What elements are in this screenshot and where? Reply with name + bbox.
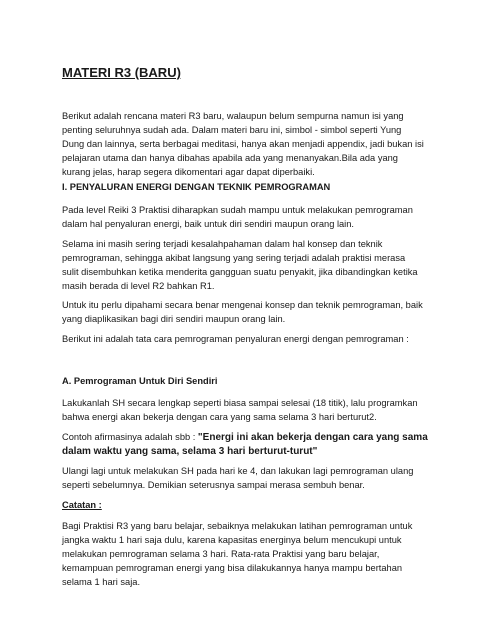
document-title: MATERI R3 (BARU) (62, 65, 181, 80)
subsection-heading: A. Pemrograman Untuk Diri Sendiri (62, 376, 218, 386)
text-line: masih berada di level R2 bahkan R1. (62, 281, 215, 291)
text-line: Ulangi lagi untuk melakukan SH pada hari ke 4, dan lakukan lagi pemrograman ulang (62, 466, 414, 476)
text-line: Pada level Reiki 3 Praktisi diharapkan sudah mampu untuk melakukan pemrograman (62, 205, 413, 215)
text-line: pelajaran utama dan hanya dibahas apabila ada yang menanyakan.Bila ada yang (62, 153, 398, 163)
paragraph-5 (62, 396, 442, 424)
text-line: pemrograman, sehingga akibat langsung yang sering terjadi adalah praktisi merasa (62, 253, 406, 263)
text-line: penting seluruhnya sudah ada. Dalam materi baru ini, simbol - simbol seperti Yung (62, 125, 402, 135)
text-line: kurang jelas, harap segera dikomentari agar dapat diperbaiki. (62, 167, 315, 177)
text-line: jangka waktu 1 hari saja dulu, karena kapasitas energinya belum mencukupi untuk (62, 535, 402, 545)
intro-paragraph (62, 109, 442, 179)
note-heading: Catatan : (62, 500, 102, 510)
text-line: kemampuan pemrograman energi yang bisa dilakukannya hanya mampu bertahan (62, 563, 403, 573)
text-line: Berikut adalah rencana materi R3 baru, walaupun belum sempurna namun isi yang (62, 111, 404, 121)
text-line: seperti sebelumnya. Demikian seterusnya sampai merasa sembuh benar. (62, 480, 365, 490)
section-heading: I. PENYALURAN ENERGI DENGAN TEKNIK PEMROGRAMAN (62, 182, 331, 192)
text-line: sulit disembuhkan ketika menderita gangguan suatu penyakit, jika dibandingkan ketika (62, 267, 418, 277)
paragraph-3 (62, 298, 442, 326)
text-line: selama 1 hari saja. (62, 577, 141, 587)
affirmation-quote-line: dalam waktu yang sama, selama 3 hari berturut-turut" (62, 446, 318, 457)
text-line (62, 430, 442, 445)
text-line: yang diaplikasikan bagi diri sendiri maupun orang lain. (62, 314, 286, 324)
paragraph-2 (62, 237, 442, 293)
text-line: Lakukanlah SH secara lengkap seperti biasa sampai selesai (18 titik), lalu programkan (62, 398, 418, 408)
text-line: dalam hal penyaluran energi, baik untuk diri sendiri maupun orang lain. (62, 219, 354, 229)
text-line: bahwa energi akan bekerja dengan cara yang sama selama 3 hari berturut2. (62, 412, 377, 422)
affirmation-prefix: Contoh afirmasinya adalah sbb : (62, 432, 198, 442)
text-line: Berikut ini adalah tata cara pemrograman penyaluran energi dengan pemrograman : (62, 334, 409, 344)
paragraph-1 (62, 203, 442, 231)
paragraph-7 (62, 464, 442, 492)
text-line: Dung dan lainnya, serta berbagai meditasi, hanya akan menjadi appendix, jadi bukan isi (62, 139, 424, 149)
paragraph-8 (62, 519, 442, 589)
text-line: Untuk itu perlu dipahami secara benar mengenai konsep dan teknik pemrograman, baik (62, 300, 423, 310)
affirmation-quote: "Energi ini akan bekerja dengan cara yang sama (197, 432, 428, 443)
text-line: Selama ini masih sering terjadi kesalahpahaman dalam hal konsep dan teknik (62, 239, 383, 249)
paragraph-4 (62, 332, 442, 346)
text-line: melakukan pemrograman selama 3 hari. Rata-rata Praktisi yang baru belajar, (62, 549, 380, 559)
text-line: Bagi Praktisi R3 yang baru belajar, sebaiknya melakukan latihan pemrograman untuk (62, 521, 413, 531)
paragraph-6 (62, 430, 442, 459)
